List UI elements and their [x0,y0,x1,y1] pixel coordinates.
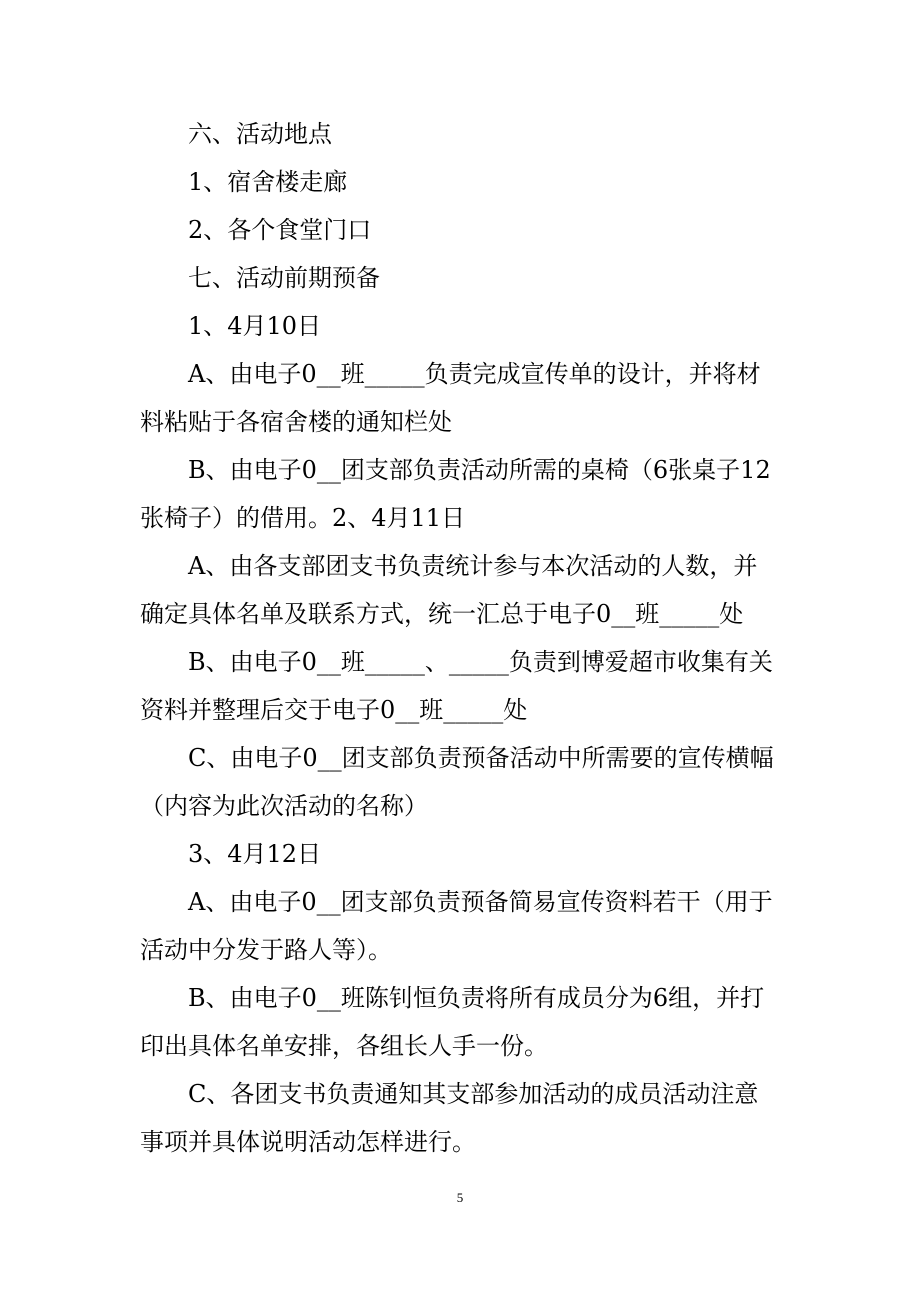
document-body [140,110,780,1166]
page-number: 5 [456,1190,464,1205]
task-paragraph: A、由各支部团支书负责统计参与本次活动的人数，并确定具体名单及联系方式，统一汇总于电子0__班_____处 [140,552,758,628]
date-heading: 1、4月10日 [188,312,322,340]
task-paragraph: B、由电子0__团支部负责活动所需的桌椅（6张桌子12张椅子）的借用。2、4月11日 [140,456,771,532]
section-heading-preparation: 七、活动前期预备 [188,264,380,292]
section-heading-location: 六、活动地点 [188,120,332,148]
task-paragraph: B、由电子0__班_____、_____负责到博爱超市收集有关资料并整理后交于电子0__班_____处 [140,648,773,724]
task-paragraph: A、由电子0__班_____负责完成宣传单的设计，并将材料粘贴于各宿舍楼的通知栏处 [140,360,761,436]
task-paragraph: C、各团支书负责通知其支部参加活动的成员活动注意事项并具体说明活动怎样进行。 [140,1080,759,1156]
date-heading: 3、4月12日 [188,840,322,868]
list-item: 1、宿舍楼走廊 [188,168,348,196]
task-paragraph: A、由电子0__团支部负责预备简易宣传资料若干（用于活动中分发于路人等）。 [140,888,773,964]
list-item: 2、各个食堂门口 [188,216,372,244]
task-paragraph: C、由电子0__团支部负责预备活动中所需要的宣传横幅（内容为此次活动的名称） [140,744,774,820]
task-paragraph: B、由电子0__班陈钊恒负责将所有成员分为6组，并打印出具体名单安排，各组长人手一份。 [140,984,765,1060]
